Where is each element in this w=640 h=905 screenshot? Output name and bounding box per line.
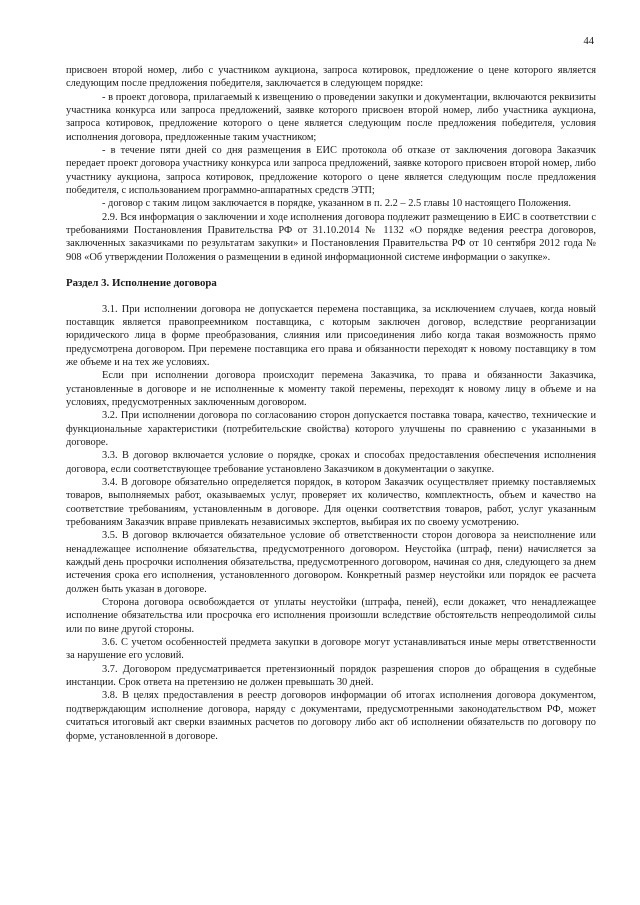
paragraph: присвоен второй номер, либо с участником аукциона, запроса котировок, предложение о цене которого является следующим после предложения победителя, заключается в следующем порядке: — [66, 65, 596, 90]
paragraph: 3.1. При исполнении договора не допускается перемена поставщика, за исключением случаев, когда новый поставщик является правопреемником поставщика, с которым заключен договор, вследствие реорганизации юридического лица в форме преобразования, слияния или присоединения либо когда такая возможность прямо предусмотрена договором. При перемене поставщика его права и обязанности переходят к новому поставщику в том же объеме и на тех же условиях. — [66, 303, 596, 368]
paragraph: 3.6. С учетом особенностей предмета закупки в договоре могут устанавливаться иные меры ответственности за нарушение его условий. — [66, 637, 596, 662]
list-item: - договор с таким лицом заключается в порядке, указанном в п. 2.2 – 2.5 главы 10 настоящего Положения. — [102, 198, 571, 210]
paragraph: 3.8. В целях предоставления в реестр договоров информации об итогах исполнения договора документом, подтверждающим исполнение договора, наряду с документами, предусмотренными законодательством РФ, может считаться итоговый акт сверки взаимных расчетов по договору либо акт об исполнении обязательств по договору по форме, установленной в договоре. — [66, 690, 596, 742]
document-body — [66, 64, 596, 743]
paragraph: 3.3. В договор включается условие о порядке, сроках и способах предоставления обеспечения исполнения договора, если соответствующее требование установлено Заказчиком в документации о закупке. — [66, 450, 596, 475]
paragraph: 3.4. В договоре обязательно определяется порядок, в котором Заказчик осуществляет приемку поставляемых товаров, выполняемых работ, оказываемых услуг, проверяет их количество, комплектность, объем и качество на соответствие требованиям, установленным в договоре. Для оценки соответствия товаров, работ, услуг указанным требованиям Заказчик вправе привлекать независимых экспертов, выбирая их по своему усмотрению. — [66, 476, 596, 528]
section-heading: Раздел 3. Исполнение договора — [66, 277, 217, 290]
paragraph: Сторона договора освобождается от уплаты неустойки (штрафа, пеней), если докажет, что ненадлежащее исполнение обязательства или просрочка его исполнения произошли вследствие обстоятельств непреодолимой силы или по вине другой стороны. — [66, 597, 596, 635]
paragraph: 3.5. В договор включается обязательное условие об ответственности сторон договора за неисполнение или ненадлежащее исполнение обязательства, предусмотренного договором. Неустойка (штраф, пени) начисляется за каждый день просрочки исполнения обязательства, предусмотренного договором, начиная со дня, следующего за днем истечения срока его исполнения, установленного договором. Конкретный размер неустойки или порядок ее расчета должен быть указан в договоре. — [66, 530, 596, 595]
paragraph: 3.7. Договором предусматривается претензионный порядок разрешения споров до обращения в судебные инстанции. Срок ответа на претензию не должен превышать 30 дней. — [66, 663, 596, 689]
paragraph: 2.9. Вся информация о заключении и ходе исполнения договора подлежит размещению в ЕИС в соответствии с требованиями Постановления Правительства РФ от 31.10.2014 № 1132 «О порядке ведения реестра договоров, заключенных заказчиками по результатам закупки» и Постановления Правительства РФ от 10 сентября 2012 года № 908 «Об утверждении Положения о размещении в единой информационной системе информации о закупке». — [66, 211, 596, 263]
list-item: - в течение пяти дней со дня размещения в ЕИС протокола об отказе от заключения договора Заказчик передает проект договора участнику конкурса или запроса предложений, заявке которого присвоен второй номер, либо участнику аукциона, запроса котировок, предложение которого о цене является следующим после предложения победителя, с использованием программно-аппаратных средств ЭТП; — [66, 145, 596, 197]
list-item: - в проект договора, прилагаемый к извещению о проведении закупки и документации, включаются реквизиты участника конкурса или запроса предложений, заявке которого присвоен второй номер, либо участника аукциона, запроса котировок, предложение которого о цене является следующим после предложения победителя, условия исполнения договора, предложенные таким участником; — [66, 91, 596, 143]
paragraph: Если при исполнении договора происходит перемена Заказчика, то права и обязанности Заказчика, установленные в договоре и не исполненные к моменту такой перемены, переходят к новому лицу в объеме и на условиях, предусмотренных заключенным договором. — [66, 370, 596, 408]
page-number: 44 — [583, 36, 594, 47]
paragraph: 3.2. При исполнении договора по согласованию сторон допускается поставка товара, качество, технические и функциональные характеристики (потребительские свойства) которого улучшены по сравнению с указанными в договоре. — [66, 410, 596, 448]
